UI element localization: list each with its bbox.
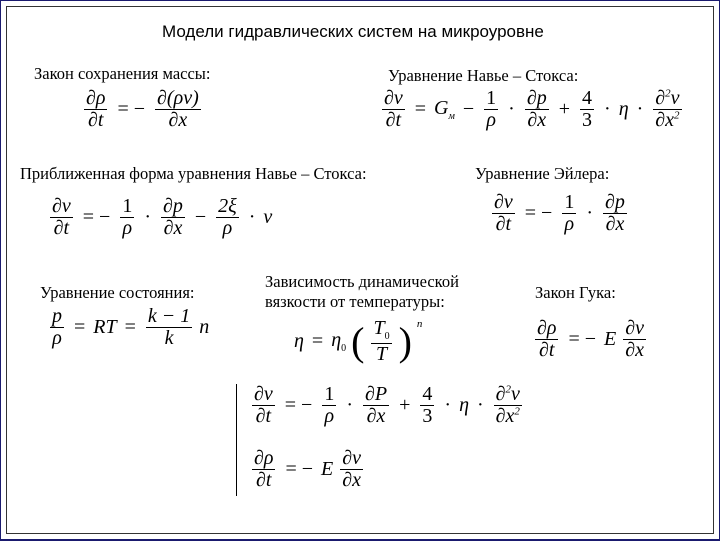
equation-navier-stokes-approx: $\frac{\partial v}{\partial t}$ = − $\frac{1}{\rho}$ · $\frac{\partial p}{\partial x}$ − $\frac{2\xi}{\rho}$ · v [52,195,273,239]
equation-state: $\frac{p}{\rho}$ = RT = $\frac{k - 1}{k}$ n [52,305,210,349]
label-mass-conservation: Закон сохранения массы: [34,64,211,83]
label-navier-stokes-approx: Приближенная форма уравнения Навье – Стокса: [20,164,367,183]
label-euler: Уравнение Эйлера: [475,164,610,183]
system-brace [236,384,247,496]
label-viscosity-line1: Зависимость динамической [265,272,459,291]
label-navier-stokes: Уравнение Навье – Стокса: [388,66,579,85]
equation-euler: $\frac{\partial v}{\partial t}$ = − $\frac{1}{\rho}$ · $\frac{\partial p}{\partial x}$ [494,191,625,235]
slide-title: Модели гидравлических систем на микроуровне [162,22,544,41]
equation-hooke: $\frac{\partial\rho}{\partial t}$ = − E $\frac{\partial v}{\partial x}$ [537,317,645,361]
equation-navier-stokes: $\frac{\partial v}{\partial t}$ = $G_м$ − $\frac{1}{\rho}$ · $\frac{\partial p}{\partial x}$ + $\frac{4}{3}$ · η · $\frac{\partial^2v}{\partial x^2}$ [384,87,680,131]
label-viscosity-line2: вязкости от температуры: [265,292,445,311]
label-state-equation: Уравнение состояния: [40,283,195,302]
label-hooke: Закон Гука: [535,283,616,302]
equation-mass-conservation: $\frac{\partial\rho}{\partial t}$ = − $\frac{\partial(\rho v)}{\partial x}$ [86,87,199,131]
equation-system-line1: $\frac{\partial v}{\partial t}$ = − $\frac{1}{\rho}$ · $\frac{\partial P}{\partial x}$ + $\frac{4}{3}$ · η · $\frac{\partial^2v}{\partial x^2}$ [254,383,520,427]
equation-system-line2: $\frac{\partial\rho}{\partial t}$ = − E $\frac{\partial v}{\partial x}$ [254,447,362,491]
equation-viscosity: $\eta = \eta_0$ ( $\frac{T_0}{T}$ ) n [294,317,423,365]
label-viscosity [265,272,459,312]
